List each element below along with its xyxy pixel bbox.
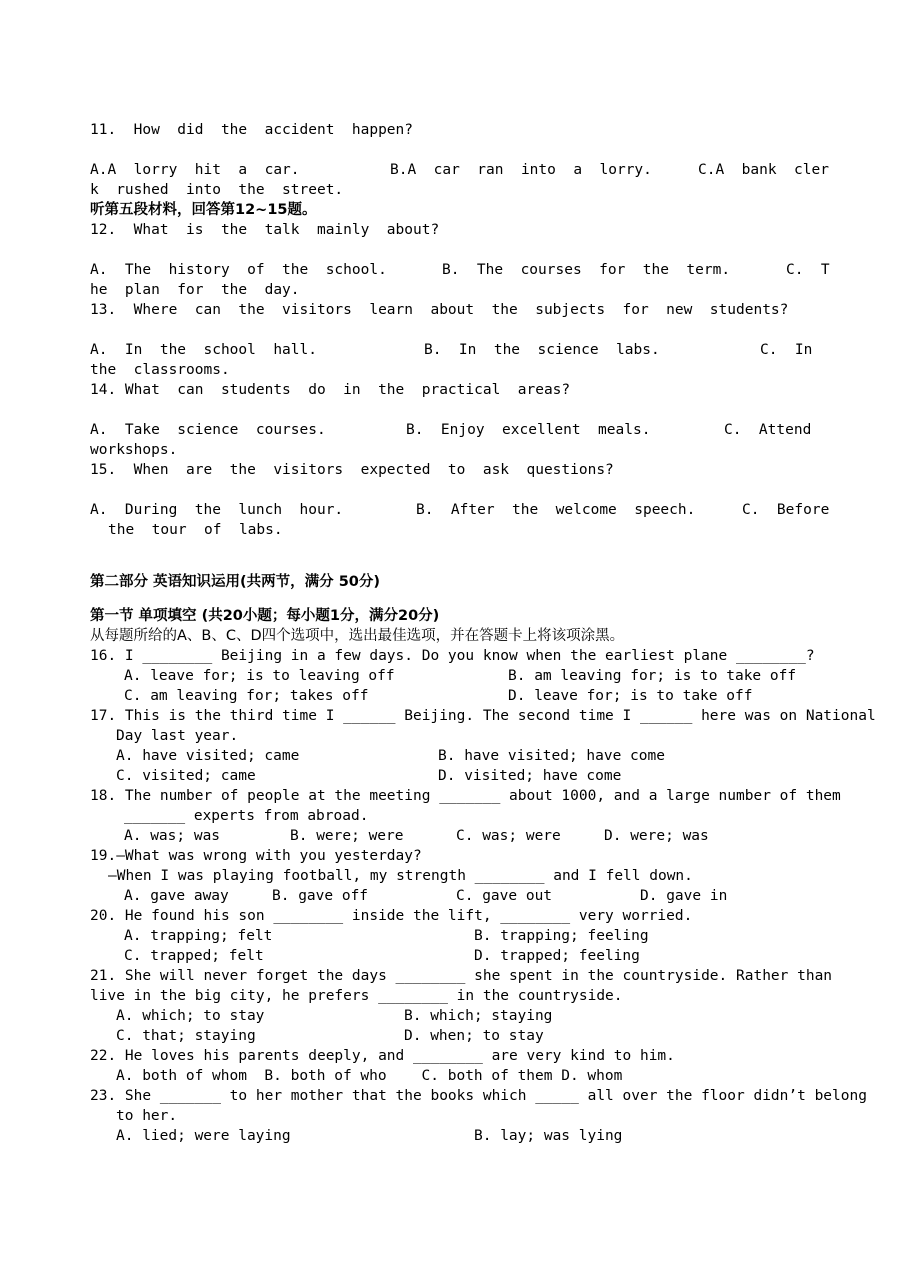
q21-stem: 21. She will never forget the days ________ she spent in the countryside. Rather than bbox=[90, 968, 833, 984]
q16-stem: 16. I ________ Beijing in a few days. Do you know when the earliest plane ________? bbox=[90, 648, 815, 664]
q21-option-d: D. when; to stay bbox=[404, 1028, 544, 1044]
q12-option-c: C. T bbox=[786, 262, 830, 278]
section1-title: 第一节 单项填空 (共20小题；每小题1分，满分20分) bbox=[90, 608, 440, 624]
q18-option-b: B. were; were bbox=[290, 828, 404, 844]
q14-option-b: B. Enjoy excellent meals. bbox=[406, 422, 651, 438]
part2-title: 第二部分 英语知识运用(共两节，满分 50分) bbox=[90, 574, 381, 590]
q14-stem: 14. What can students do in the practical areas? bbox=[90, 382, 571, 398]
q16-option-a: A. leave for; is to leaving off bbox=[124, 668, 395, 684]
q21-option-a: A. which; to stay bbox=[116, 1008, 265, 1024]
q11-option-a: A.A lorry hit a car. bbox=[90, 162, 300, 178]
q13-option-c-continued: the classrooms. bbox=[90, 362, 230, 378]
q13-stem: 13. Where can the visitors learn about the subjects for new students? bbox=[90, 302, 789, 318]
q12-option-b: B. The courses for the term. bbox=[442, 262, 731, 278]
q12-option-c-continued: he plan for the day. bbox=[90, 282, 300, 298]
q18-option-a: A. was; was bbox=[124, 828, 221, 844]
instructions: 从每题所给的A、B、C、D四个选项中，选出最佳选项，并在答题卡上将该项涂黑。 bbox=[90, 628, 625, 644]
q14-option-c: C. Attend bbox=[724, 422, 812, 438]
section5-heading: 听第五段材料，回答第12~15题。 bbox=[90, 202, 317, 218]
q20-option-c: C. trapped; felt bbox=[124, 948, 264, 964]
q11-stem: 11. How did the accident happen? bbox=[90, 122, 414, 138]
q14-option-a: A. Take science courses. bbox=[90, 422, 326, 438]
q22-options: A. both of whom B. both of who C. both of them D. whom bbox=[116, 1068, 623, 1084]
q23-option-a: A. lied; were laying bbox=[116, 1128, 291, 1144]
q17-option-c: C. visited; came bbox=[116, 768, 256, 784]
q17-stem: 17. This is the third time I ______ Beijing. The second time I ______ here was on National bbox=[90, 708, 876, 724]
q11-option-c: C.A bank cler bbox=[698, 162, 829, 178]
q16-option-b: B. am leaving for; is to take off bbox=[508, 668, 797, 684]
q18-option-d: D. were; was bbox=[604, 828, 709, 844]
q19-option-b: B. gave off bbox=[272, 888, 369, 904]
q19-stem-continued: —When I was playing football, my strength ________ and I fell down. bbox=[108, 868, 693, 884]
q15-option-c-continued: the tour of labs. bbox=[108, 522, 283, 538]
q12-stem: 12. What is the talk mainly about? bbox=[90, 222, 440, 238]
q19-option-a: A. gave away bbox=[124, 888, 229, 904]
q20-stem: 20. He found his son ________ inside the lift, ________ very worried. bbox=[90, 908, 693, 924]
q19-stem: 19.—What was wrong with you yesterday? bbox=[90, 848, 422, 864]
q13-option-b: B. In the science labs. bbox=[424, 342, 660, 358]
q23-option-b: B. lay; was lying bbox=[474, 1128, 623, 1144]
q21-stem-continued: live in the big city, he prefers ________ in the countryside. bbox=[90, 988, 623, 1004]
q11-option-c-continued: k rushed into the street. bbox=[90, 182, 344, 198]
q15-stem: 15. When are the visitors expected to ask questions? bbox=[90, 462, 614, 478]
q13-option-c: C. In bbox=[760, 342, 813, 358]
q17-option-b: B. have visited; have come bbox=[438, 748, 665, 764]
q20-option-b: B. trapping; feeling bbox=[474, 928, 649, 944]
q17-option-a: A. have visited; came bbox=[116, 748, 300, 764]
q22-stem: 22. He loves his parents deeply, and ________ are very kind to him. bbox=[90, 1048, 675, 1064]
q17-option-d: D. visited; have come bbox=[438, 768, 622, 784]
q16-option-c: C. am leaving for; takes off bbox=[124, 688, 369, 704]
q15-option-b: B. After the welcome speech. bbox=[416, 502, 696, 518]
q15-option-c: C. Before bbox=[742, 502, 830, 518]
q21-option-b: B. which; staying bbox=[404, 1008, 553, 1024]
q19-option-c: C. gave out bbox=[456, 888, 553, 904]
q11-option-b: B.A car ran into a lorry. bbox=[390, 162, 652, 178]
q19-option-d: D. gave in bbox=[640, 888, 728, 904]
q12-option-a: A. The history of the school. bbox=[90, 262, 387, 278]
q16-option-d: D. leave for; is to take off bbox=[508, 688, 753, 704]
q20-option-d: D. trapped; feeling bbox=[474, 948, 640, 964]
q18-option-c: C. was; were bbox=[456, 828, 561, 844]
q23-stem-continued: to her. bbox=[116, 1108, 178, 1124]
q13-option-a: A. In the school hall. bbox=[90, 342, 317, 358]
q21-option-c: C. that; staying bbox=[116, 1028, 256, 1044]
q23-stem: 23. She _______ to her mother that the books which _____ all over the floor didn’t belong bbox=[90, 1088, 867, 1104]
q18-stem-continued: _______ experts from abroad. bbox=[124, 808, 369, 824]
q14-option-c-continued: workshops. bbox=[90, 442, 178, 458]
q15-option-a: A. During the lunch hour. bbox=[90, 502, 344, 518]
q18-stem: 18. The number of people at the meeting _______ about 1000, and a large number of them bbox=[90, 788, 841, 804]
q17-stem-continued: Day last year. bbox=[116, 728, 239, 744]
q20-option-a: A. trapping; felt bbox=[124, 928, 273, 944]
